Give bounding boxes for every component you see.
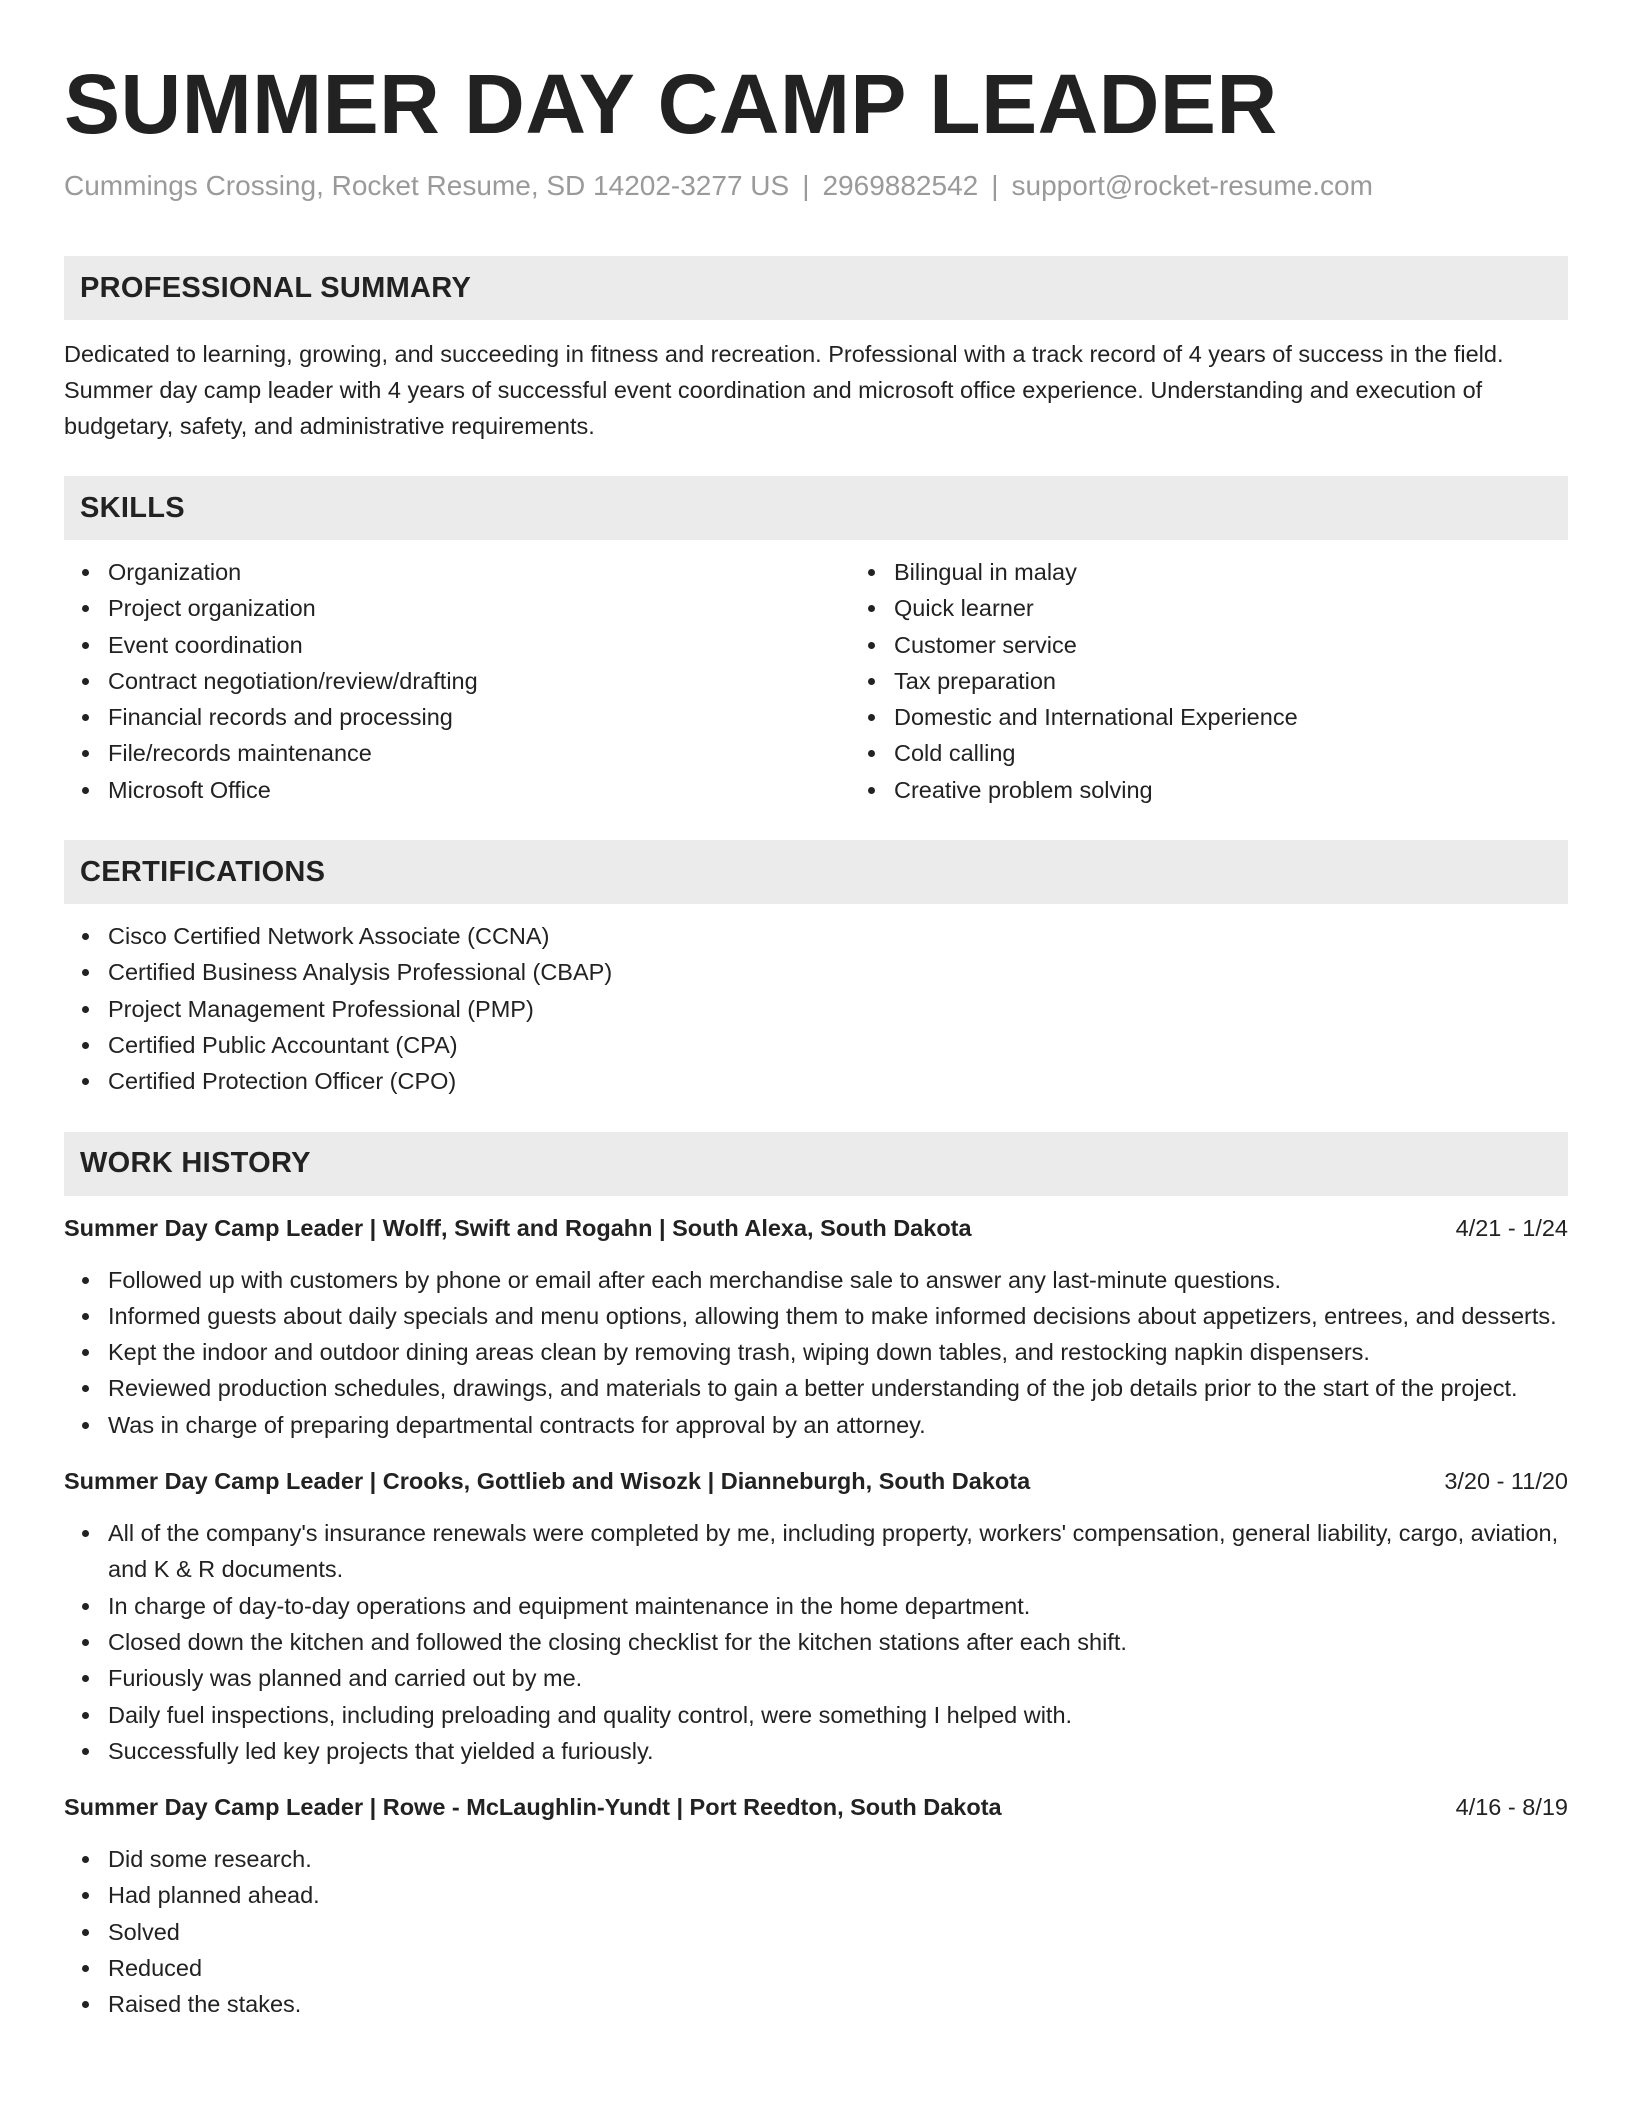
job-header xyxy=(64,1463,1568,1499)
job-bullet: Solved xyxy=(108,1914,1568,1950)
certifications-heading: CERTIFICATIONS xyxy=(64,840,1568,904)
skills-list-left xyxy=(64,554,850,808)
job-bullet: Successfully led key projects that yielded a furiously. xyxy=(108,1733,1568,1769)
contact-separator: | xyxy=(802,170,810,201)
skill-item: File/records maintenance xyxy=(108,735,850,771)
job-bullet: Reviewed production schedules, drawings, and materials to gain a better understanding of the job details prior to the start of the project. xyxy=(108,1370,1568,1406)
job-bullet: Informed guests about daily specials and menu options, allowing them to make informed decisions about appetizers, entrees, and desserts. xyxy=(108,1298,1568,1334)
summary-text: Dedicated to learning, growing, and succeeding in fitness and recreation. Professional with a track record of 4 years of success in the field. Summer day camp leader with 4 years of successful event coordination and microsoft office experience. Understanding and execution of budgetary, safety, and administrative requirements. xyxy=(64,341,1504,439)
skill-item: Quick learner xyxy=(894,590,1632,626)
work-history-heading: WORK HISTORY xyxy=(64,1132,1568,1196)
skills-grid xyxy=(64,540,1568,808)
contact-address: Cummings Crossing, Rocket Resume, SD 14202-3277 US xyxy=(64,170,790,201)
job-bullet: Reduced xyxy=(108,1950,1568,1986)
job-dates: 4/21 - 1/24 xyxy=(1455,1214,1568,1241)
certification-item: Certified Protection Officer (CPO) xyxy=(108,1063,1568,1099)
skill-item: Financial records and processing xyxy=(108,699,850,735)
job-bullets xyxy=(64,1515,1568,1769)
job-bullet: Closed down the kitchen and followed the closing checklist for the kitchen stations after each shift. xyxy=(108,1624,1568,1660)
job-bullet: Furiously was planned and carried out by me. xyxy=(108,1660,1568,1696)
summary-heading: PROFESSIONAL SUMMARY xyxy=(64,256,1568,320)
certifications-list xyxy=(64,918,1568,1099)
skills-heading: SKILLS xyxy=(64,476,1568,540)
job-bullets xyxy=(64,1841,1568,2022)
skill-item: Creative problem solving xyxy=(894,772,1632,808)
job-bullet: Raised the stakes. xyxy=(108,1986,1568,2022)
certification-item: Project Management Professional (PMP) xyxy=(108,991,1568,1027)
skill-item: Event coordination xyxy=(108,627,850,663)
job-bullet: Was in charge of preparing departmental contracts for approval by an attorney. xyxy=(108,1407,1568,1443)
certification-item: Cisco Certified Network Associate (CCNA) xyxy=(108,918,1568,954)
job-title: Summer Day Camp Leader | Rowe - McLaughlin-Yundt | Port Reedton, South Dakota xyxy=(64,1794,1002,1821)
resume-name: SUMMER DAY CAMP LEADER xyxy=(64,57,1278,151)
skills-list-right xyxy=(850,554,1632,808)
contact-line xyxy=(64,168,1568,204)
skill-item: Organization xyxy=(108,554,850,590)
skill-item: Contract negotiation/review/drafting xyxy=(108,663,850,699)
certification-item: Certified Public Accountant (CPA) xyxy=(108,1027,1568,1063)
job-bullet: Followed up with customers by phone or email after each merchandise sale to answer any last-minute questions. xyxy=(108,1262,1568,1298)
job-bullet: In charge of day-to-day operations and equipment maintenance in the home department. xyxy=(108,1588,1568,1624)
job-title: Summer Day Camp Leader | Wolff, Swift and Rogahn | South Alexa, South Dakota xyxy=(64,1214,972,1241)
job-bullets xyxy=(64,1262,1568,1443)
job-header xyxy=(64,1210,1568,1246)
skill-item: Customer service xyxy=(894,627,1632,663)
skill-item: Cold calling xyxy=(894,735,1632,771)
skill-item: Microsoft Office xyxy=(108,772,850,808)
job-dates: 4/16 - 8/19 xyxy=(1455,1794,1568,1821)
skill-item: Domestic and International Experience xyxy=(894,699,1632,735)
contact-email: support@rocket-resume.com xyxy=(1011,170,1373,201)
certification-item: Certified Business Analysis Professional (CBAP) xyxy=(108,954,1568,990)
contact-phone: 2969882542 xyxy=(822,170,979,201)
job-bullet: Had planned ahead. xyxy=(108,1877,1568,1913)
skill-item: Bilingual in malay xyxy=(894,554,1632,590)
contact-separator: | xyxy=(991,170,999,201)
skill-item: Project organization xyxy=(108,590,850,626)
job-bullet: All of the company's insurance renewals were completed by me, including property, workers' compensation, general liability, cargo, aviation, and K & R documents. xyxy=(108,1515,1568,1588)
skill-item: Tax preparation xyxy=(894,663,1632,699)
job-header xyxy=(64,1789,1568,1825)
job-bullet: Kept the indoor and outdoor dining areas clean by removing trash, wiping down tables, and restocking napkin dispensers. xyxy=(108,1334,1568,1370)
job-title: Summer Day Camp Leader | Crooks, Gottlieb and Wisozk | Dianneburgh, South Dakota xyxy=(64,1468,1031,1495)
job-bullet: Daily fuel inspections, including preloading and quality control, were something I helped with. xyxy=(108,1697,1568,1733)
job-dates: 3/20 - 11/20 xyxy=(1444,1468,1568,1495)
job-bullet: Did some research. xyxy=(108,1841,1568,1877)
